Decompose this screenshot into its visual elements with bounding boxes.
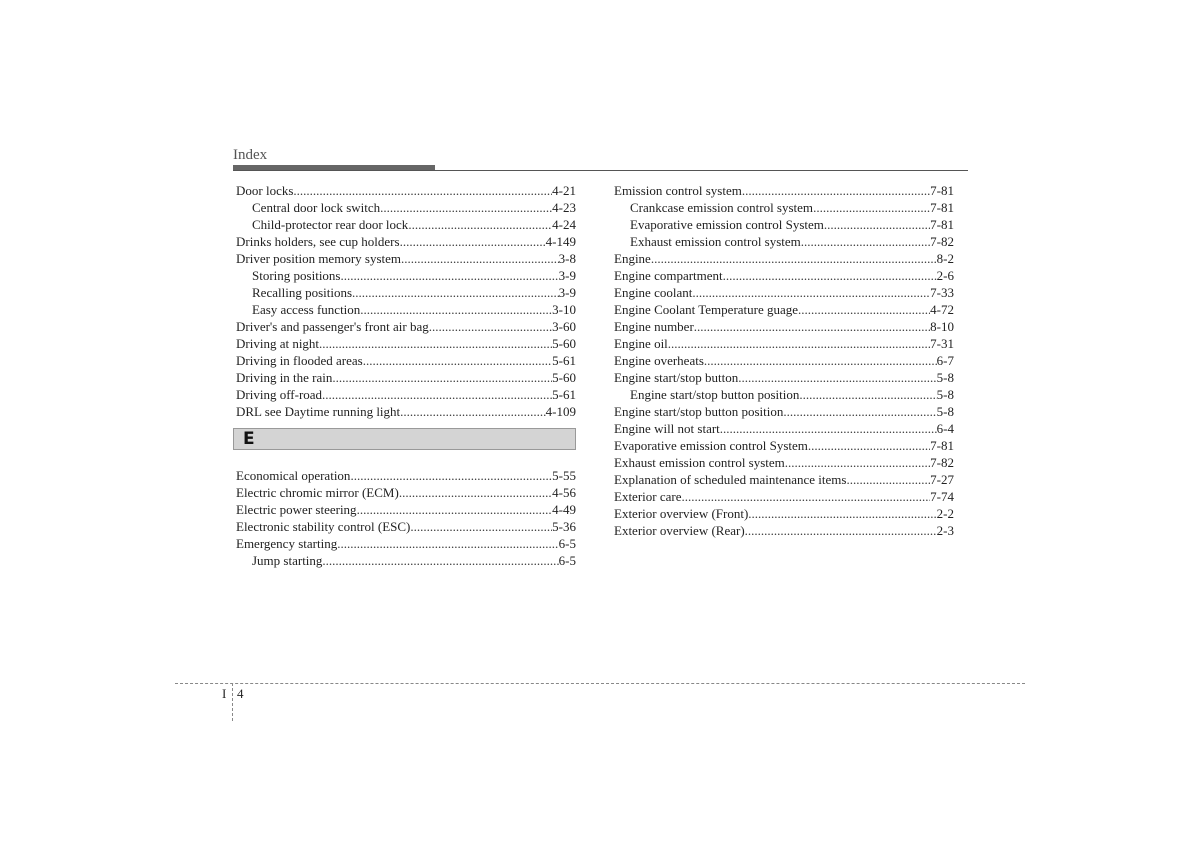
index-entry-page: 6-7 — [936, 353, 954, 368]
index-entry-page: 3-9 — [558, 285, 576, 300]
dot-leader — [846, 471, 930, 488]
index-entry — [236, 267, 576, 284]
index-entry-page: 2-6 — [936, 268, 954, 283]
index-entry — [614, 437, 954, 454]
index-entry-page: 5-60 — [552, 370, 576, 385]
index-entry-page: 5-8 — [936, 370, 954, 385]
footer-page-number: 4 — [237, 686, 244, 701]
index-entry-page: 4-56 — [552, 485, 576, 500]
index-entry — [614, 216, 954, 233]
index-entry-page: 7-81 — [930, 200, 954, 215]
index-entry-page: 4-149 — [545, 234, 576, 249]
dot-leader — [400, 403, 545, 420]
index-entry-term: Child-protector rear door lock — [252, 217, 409, 232]
index-entry — [236, 369, 576, 386]
dot-leader — [408, 216, 552, 233]
index-entry-page: 5-8 — [936, 404, 954, 419]
index-entry-term: Economical operation — [236, 468, 351, 483]
index-entry-page: 6-5 — [558, 536, 576, 551]
index-entry-page: 7-81 — [930, 217, 954, 232]
index-entry-term: Driving in the rain — [236, 370, 333, 385]
dot-leader — [813, 199, 930, 216]
dot-leader — [651, 250, 937, 267]
index-entry-page: 5-61 — [552, 353, 576, 368]
index-entry-term: Engine start/stop button position — [630, 387, 800, 402]
dot-leader — [681, 488, 930, 505]
index-entry-page: 7-81 — [930, 438, 954, 453]
index-entry — [614, 369, 954, 386]
index-entry — [236, 552, 576, 569]
footer-section-letter: I — [222, 686, 227, 701]
index-entry-term: Driving in flooded areas — [236, 353, 363, 368]
index-entry-term: Central door lock switch — [252, 200, 381, 215]
index-entry — [614, 488, 954, 505]
index-entry-term: Engine will not start — [614, 421, 720, 436]
dot-leader — [401, 250, 559, 267]
index-entry-term: Driving at night — [236, 336, 320, 351]
dot-leader — [322, 386, 552, 403]
dot-leader — [692, 284, 930, 301]
dot-leader — [410, 518, 552, 535]
index-entry-page: 3-8 — [558, 251, 576, 266]
index-entry — [236, 484, 576, 501]
index-entry-term: Driver's and passenger's front air bag — [236, 319, 429, 334]
index-entry-page: 6-4 — [936, 421, 954, 436]
index-entry-page: 5-60 — [552, 336, 576, 351]
index-entry-term: Exterior care — [614, 489, 682, 504]
footer-rule — [175, 683, 1025, 684]
index-entry-page: 5-36 — [552, 519, 576, 534]
index-entry-page: 2-2 — [936, 506, 954, 521]
index-entry — [236, 216, 576, 233]
index-entry — [236, 250, 576, 267]
index-entry — [614, 284, 954, 301]
index-column-left — [236, 182, 576, 569]
index-entry-term: Exterior overview (Front) — [614, 506, 749, 521]
index-column-right — [614, 182, 954, 539]
index-header-title: Index — [233, 147, 268, 163]
index-entry — [236, 386, 576, 403]
index-entries-d — [236, 182, 576, 420]
index-entry-term: Driver position memory system — [236, 251, 402, 266]
index-entry — [236, 284, 576, 301]
index-entry-term: Evaporative emission control System — [614, 438, 808, 453]
index-entry-page: 3-9 — [558, 268, 576, 283]
index-entry-page: 4-24 — [552, 217, 576, 232]
dot-leader — [332, 369, 552, 386]
index-entry — [236, 182, 576, 199]
dot-leader — [352, 284, 559, 301]
index-entry — [614, 250, 954, 267]
index-entry-term: Jump starting — [252, 553, 323, 568]
dot-leader — [808, 437, 930, 454]
dot-leader — [799, 386, 936, 403]
index-entry — [614, 420, 954, 437]
index-entry — [614, 403, 954, 420]
index-entry — [614, 352, 954, 369]
index-entry-term: Drinks holders, see cup holders — [236, 234, 400, 249]
index-entry-term: Explanation of scheduled maintenance items — [614, 472, 847, 487]
dot-leader — [742, 182, 930, 199]
index-entry-term: Exhaust emission control system — [614, 455, 785, 470]
index-entry — [614, 267, 954, 284]
index-entry-page: 7-82 — [930, 234, 954, 249]
index-entry-term: Electric power steering — [236, 502, 357, 517]
index-entry — [614, 233, 954, 250]
index-entry-page: 7-81 — [930, 183, 954, 198]
dot-leader — [363, 352, 552, 369]
index-entry — [236, 501, 576, 518]
dot-leader — [745, 522, 937, 539]
index-entry-term: Engine oil — [614, 336, 668, 351]
index-entry — [614, 471, 954, 488]
index-entry-page: 7-31 — [930, 336, 954, 351]
index-entry-page: 7-74 — [930, 489, 954, 504]
index-entry — [614, 182, 954, 199]
index-entry — [236, 199, 576, 216]
index-entry-term: Exhaust emission control system — [630, 234, 801, 249]
index-entry-term: Electronic stability control (ESC) — [236, 519, 411, 534]
index-entry-term: Easy access function — [252, 302, 361, 317]
index-entry-page: 7-27 — [930, 472, 954, 487]
dot-leader — [785, 454, 930, 471]
dot-leader — [322, 552, 558, 569]
index-entry — [614, 386, 954, 403]
index-entry-term: Crankcase emission control system — [630, 200, 814, 215]
index-entry-term: Emergency starting — [236, 536, 338, 551]
dot-leader — [429, 318, 552, 335]
index-entry — [236, 335, 576, 352]
index-entry-term: Electric chromic mirror (ECM) — [236, 485, 399, 500]
dot-leader — [319, 335, 552, 352]
index-entry-page: 2-3 — [936, 523, 954, 538]
index-entries-e-continued — [614, 182, 954, 539]
index-entry — [236, 301, 576, 318]
index-entry-page: 3-60 — [552, 319, 576, 334]
footer-divider — [232, 683, 233, 721]
index-entry-term: Evaporative emission control System — [630, 217, 824, 232]
index-entry-page: 4-72 — [930, 302, 954, 317]
index-entry-page: 3-10 — [552, 302, 576, 317]
index-entry-term: Engine compartment — [614, 268, 723, 283]
index-entry-page: 4-49 — [552, 502, 576, 517]
dot-leader — [783, 403, 936, 420]
index-entry — [614, 505, 954, 522]
dot-leader — [704, 352, 937, 369]
index-entry-page: 4-109 — [545, 404, 576, 419]
dot-leader — [350, 467, 552, 484]
dot-leader — [337, 535, 558, 552]
index-entry — [614, 522, 954, 539]
dot-leader — [357, 501, 553, 518]
index-entry-page: 7-82 — [930, 455, 954, 470]
index-entries-e — [236, 467, 576, 569]
index-entry — [236, 318, 576, 335]
index-entry — [236, 467, 576, 484]
dot-leader — [341, 267, 559, 284]
index-entry-page: 5-55 — [552, 468, 576, 483]
dot-leader — [668, 335, 930, 352]
index-entry-term: Exterior overview (Rear) — [614, 523, 745, 538]
index-entry-term: Storing positions — [252, 268, 341, 283]
index-entry-page: 8-2 — [936, 251, 954, 266]
dot-leader — [399, 484, 552, 501]
index-entry — [614, 199, 954, 216]
index-entry-term: Engine Coolant Temperature guage — [614, 302, 799, 317]
section-header-e: E — [233, 428, 576, 450]
index-entry-term: Door locks — [236, 183, 294, 198]
dot-leader — [738, 369, 936, 386]
dot-leader — [380, 199, 552, 216]
index-entry — [236, 233, 576, 250]
index-entry-page: 7-33 — [930, 285, 954, 300]
index-entry — [614, 335, 954, 352]
index-entry-page: 4-21 — [552, 183, 576, 198]
dot-leader — [400, 233, 546, 250]
index-entry — [614, 318, 954, 335]
index-entry-term: Driving off-road — [236, 387, 323, 402]
dot-leader — [360, 301, 552, 318]
index-entry-term: Engine coolant — [614, 285, 693, 300]
dot-leader — [694, 318, 930, 335]
index-entry — [614, 454, 954, 471]
index-entry-term: Emission control system — [614, 183, 742, 198]
index-entry-page: 4-23 — [552, 200, 576, 215]
dot-leader — [798, 301, 930, 318]
dot-leader — [801, 233, 930, 250]
header-rule — [233, 170, 968, 171]
index-entry-term: Engine — [614, 251, 651, 266]
index-entry — [236, 352, 576, 369]
index-entry-term: DRL see Daytime running light — [236, 404, 401, 419]
index-entry-term: Engine overheats — [614, 353, 704, 368]
index-entry — [614, 301, 954, 318]
dot-leader — [748, 505, 936, 522]
index-entry — [236, 535, 576, 552]
dot-leader — [293, 182, 552, 199]
index-entry-term: Engine start/stop button position — [614, 404, 784, 419]
index-entry — [236, 518, 576, 535]
index-entry-page: 5-61 — [552, 387, 576, 402]
index-entry — [236, 403, 576, 420]
index-entry-page: 8-10 — [930, 319, 954, 334]
dot-leader — [723, 267, 937, 284]
dot-leader — [720, 420, 937, 437]
index-entry-term: Recalling positions — [252, 285, 353, 300]
index-entry-term: Engine start/stop button — [614, 370, 739, 385]
index-entry-page: 5-8 — [936, 387, 954, 402]
index-entry-page: 6-5 — [558, 553, 576, 568]
index-entry-term: Engine number — [614, 319, 694, 334]
dot-leader — [824, 216, 930, 233]
